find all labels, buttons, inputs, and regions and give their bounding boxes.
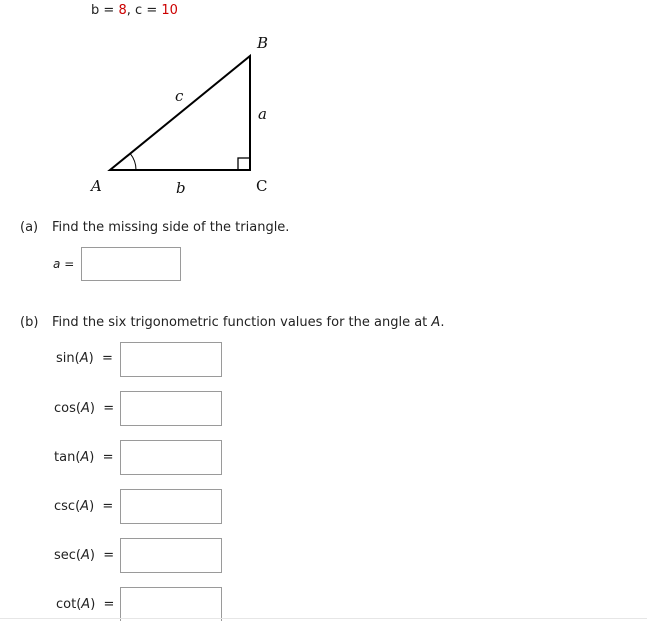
sin-arg: A xyxy=(79,351,89,366)
csc-input[interactable] xyxy=(120,489,222,524)
cot-equals: = xyxy=(103,597,115,612)
csc-arg: A xyxy=(80,499,90,514)
given-c-label: c xyxy=(135,3,143,18)
cos-name: cos xyxy=(54,401,76,416)
triangle-shape xyxy=(110,56,250,170)
cos-arg: A xyxy=(80,401,90,416)
sec-equals: = xyxy=(103,548,115,563)
given-b-value: 8 xyxy=(118,3,127,18)
cot-input[interactable] xyxy=(120,587,222,621)
cos-input[interactable] xyxy=(120,391,222,426)
answer-a-label: a xyxy=(53,257,61,271)
given-b-label: b xyxy=(91,3,100,18)
sec-name: sec xyxy=(54,548,76,563)
part-a-tag: (a) xyxy=(20,220,39,235)
cot-label: cot(A) = xyxy=(56,597,115,612)
tan-equals: = xyxy=(102,450,114,465)
answer-a-label-group xyxy=(53,257,74,271)
tan-input[interactable] xyxy=(120,440,222,475)
vertex-c-label: C xyxy=(256,177,268,195)
sec-input[interactable] xyxy=(120,538,222,573)
sin-input[interactable] xyxy=(120,342,222,377)
sec-arg: A xyxy=(81,548,90,563)
part-a-prompt: Find the missing side of the triangle. xyxy=(52,220,290,235)
angle-a-arc xyxy=(130,154,136,170)
side-a-input[interactable] xyxy=(81,247,181,281)
part-b-prompt: Find the six trigonometric function values for the angle at xyxy=(52,315,428,330)
vertex-b-label: B xyxy=(257,34,269,52)
part-b-tag: (b) xyxy=(20,315,39,330)
given-c-value: 10 xyxy=(161,3,178,18)
cos-equals: = xyxy=(103,401,115,416)
given-b-equals: = xyxy=(103,3,115,18)
given-c-equals: = xyxy=(146,3,158,18)
tan-label: tan(A) = xyxy=(54,450,114,465)
tan-arg: A xyxy=(80,450,90,465)
answer-a-equals: = xyxy=(64,257,75,271)
sin-name: sin xyxy=(56,351,75,366)
sec-label: sec(A) = xyxy=(54,548,115,563)
side-c-label: c xyxy=(175,87,184,105)
part-b-question xyxy=(20,315,444,330)
part-b-angle: A xyxy=(431,315,441,330)
triangle-diagram xyxy=(0,0,320,205)
right-angle-marker xyxy=(238,158,250,170)
side-b-label: b xyxy=(176,179,186,197)
cot-name: cot xyxy=(56,597,77,612)
cos-label: cos(A) = xyxy=(54,401,115,416)
given-separator: , xyxy=(126,3,131,18)
csc-equals: = xyxy=(102,499,114,514)
csc-name: csc xyxy=(54,499,76,514)
part-b-period: . xyxy=(440,315,445,330)
vertex-a-label: A xyxy=(91,177,102,195)
bottom-divider xyxy=(0,618,647,619)
part-a-question xyxy=(20,220,289,235)
sin-label: sin(A) = xyxy=(56,351,113,366)
tan-name: tan xyxy=(54,450,76,465)
csc-label: csc(A) = xyxy=(54,499,114,514)
sin-equals: = xyxy=(101,351,113,366)
cot-arg: A xyxy=(81,597,91,612)
side-a-label: a xyxy=(258,105,267,123)
